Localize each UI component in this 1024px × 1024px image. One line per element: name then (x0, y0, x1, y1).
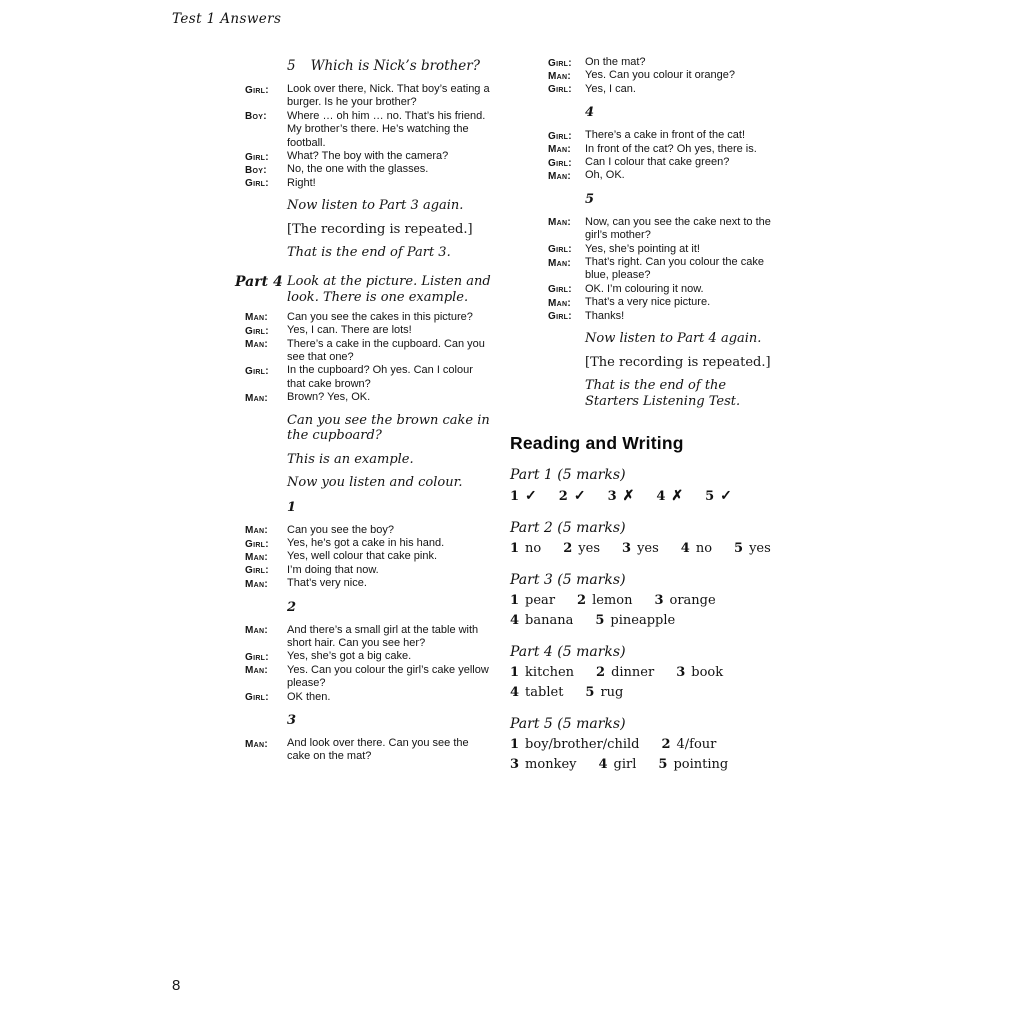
dialogue-line (245, 691, 503, 704)
answer-value: kitchen (525, 665, 575, 681)
answer-row (510, 486, 794, 507)
dialogue-line (245, 83, 503, 110)
answer-number: 4 (598, 757, 608, 773)
dialogue-text: There’s a cake in the cupboard. Can you see that one? (287, 337, 485, 363)
stage-direction: Now you listen and colour. (287, 475, 463, 491)
answer-number: 4 (680, 541, 690, 557)
dialogue-text: That’s very nice. (287, 577, 367, 590)
dialogue-text: Yes, well colour that cake pink. (287, 550, 438, 563)
dialogue-text: And look over there. Can you see the cake on the mat? (287, 737, 469, 763)
answer-number: 3 (607, 489, 617, 505)
answer-row (510, 591, 794, 631)
speaker-label: Girl: (548, 244, 572, 256)
answer-mark: ✓ (573, 488, 586, 505)
answer-item (510, 539, 541, 559)
dialogue-line (245, 163, 503, 176)
dialogue-text: Thanks! (585, 309, 625, 322)
dialogue-text: Yes. Can you colour the girl’s cake yellow please? (287, 663, 489, 690)
answer-value: pear (525, 593, 556, 609)
answer-value: boy/brother/child (525, 737, 640, 753)
answer-number: 5 (585, 685, 595, 701)
answer-number: 5 (658, 757, 668, 773)
answer-part (510, 716, 798, 775)
answer-value: orange (669, 593, 716, 609)
answer-item (510, 755, 577, 775)
speaker-label: Girl: (245, 325, 269, 337)
answer-item (676, 663, 723, 683)
answer-number: 1 (510, 593, 520, 609)
reading-writing-answer-key (510, 467, 798, 775)
answer-item (577, 591, 632, 611)
answer-item (599, 755, 637, 775)
answer-part (510, 520, 798, 559)
dialogue-text: Can you see the cakes in this picture? (287, 310, 473, 323)
answer-part-title: Part 5 (5 marks) (510, 716, 626, 733)
answer-number: 5 (734, 541, 744, 557)
dialogue-text: Yes, I can. (585, 82, 636, 95)
answer-value: tablet (525, 685, 564, 701)
answer-value: pineapple (610, 613, 676, 629)
stage-direction: This is an example. (287, 451, 414, 467)
answer-item (559, 486, 586, 507)
answer-mark: ✓ (525, 488, 537, 505)
speaker-label: Man: (245, 665, 268, 677)
answer-number: 3 (676, 665, 686, 681)
speaker-label: Man: (245, 578, 268, 590)
speaker-label: Girl: (245, 178, 269, 190)
recording-note: [The recording is repeated.] (287, 221, 473, 237)
dialogue-text: There’s a cake in front of the cat! (585, 129, 745, 142)
dialogue-line (245, 737, 503, 764)
dialogue-line (548, 296, 798, 309)
reading-writing-heading: Reading and Writing (510, 433, 684, 454)
answer-item (622, 539, 659, 559)
dialogue-line (245, 624, 503, 651)
dialogue-text: In the cupboard? Oh yes. Can I colour that cake brown? (287, 364, 473, 390)
answer-item (705, 486, 732, 507)
stage-direction: That is the end of Part 3. (287, 245, 451, 261)
speaker-label: Man: (245, 625, 268, 637)
dialogue-line (245, 324, 503, 337)
speaker-label: Girl: (245, 151, 269, 163)
dialogue-text: Right! (287, 176, 316, 189)
dialogue-line (245, 537, 503, 550)
dialogue-line (548, 310, 798, 323)
speaker-label: Girl: (548, 157, 572, 169)
dialogue-line (245, 577, 503, 590)
answer-number: 4 (510, 613, 520, 629)
dialogue-text: Can you see the boy? (287, 523, 395, 536)
answer-item (596, 663, 654, 683)
dialogue-line (548, 243, 798, 256)
answer-number: 2 (661, 737, 671, 753)
dialogue-text: And there’s a small girl at the table with short hair. Can you see her? (287, 623, 479, 650)
dialogue-text: OK. I’m colouring it now. (585, 282, 704, 295)
dialogue-text: On the mat? (585, 56, 646, 68)
dialogue-line (245, 110, 503, 150)
answer-value: yes (578, 541, 601, 557)
answer-value: girl (613, 757, 637, 773)
answer-item (510, 683, 563, 703)
speaker-label: Man: (548, 70, 571, 82)
answer-item (661, 735, 716, 755)
dialogue-text: In front of the cat? Oh yes, there is. (585, 142, 757, 155)
answer-part (510, 467, 798, 507)
speaker-label: Man: (245, 551, 268, 563)
answer-value: no (695, 541, 713, 557)
answer-part-title: Part 2 (5 marks) (510, 520, 626, 537)
speaker-label: Girl: (548, 84, 572, 96)
answer-value: banana (525, 613, 574, 629)
answer-part (510, 644, 798, 703)
dialogue-line (245, 364, 503, 391)
answer-item (510, 486, 537, 507)
dialogue-text: OK then. (287, 690, 331, 703)
running-header: Test 1 Answers (172, 11, 282, 27)
speaker-label: Man: (548, 217, 571, 229)
answer-item (654, 591, 715, 611)
question-text: Which is Nick’s brother? (310, 58, 480, 74)
answer-value: 4/four (676, 737, 717, 753)
dialogue-line (548, 56, 798, 69)
speaker-label: Boy: (245, 164, 267, 176)
answer-number: 1 (510, 665, 520, 681)
speaker-label: Man: (245, 525, 268, 537)
dialogue-text: Yes, she’s got a big cake. (287, 650, 412, 663)
dialogue-text: Yes, she’s pointing at it! (585, 242, 700, 255)
answer-part-title: Part 4 (5 marks) (510, 644, 626, 661)
dialogue-line (245, 550, 503, 563)
speaker-label: Girl: (548, 57, 572, 69)
speaker-label: Man: (548, 170, 571, 182)
dialogue-line (245, 338, 503, 365)
answer-number: 5 (595, 613, 605, 629)
speaker-label: Girl: (245, 538, 269, 550)
speaker-label: Man: (245, 339, 268, 351)
dialogue-text: Yes, I can. There are lots! (287, 324, 412, 337)
answer-item (510, 735, 639, 755)
speaker-label: Girl: (245, 651, 269, 663)
answer-item (734, 539, 771, 559)
dialogue-line (548, 83, 798, 96)
speaker-label: Man: (548, 297, 571, 309)
answer-value: book (691, 665, 724, 681)
answer-number: 2 (558, 489, 568, 505)
dialogue-text: What? The boy with the camera? (287, 150, 449, 163)
answer-value: dinner (611, 665, 655, 681)
dialogue-text: Yes, he’s got a cake in his hand. (287, 537, 445, 549)
dialogue-text: That’s right. Can you colour the cake blue, please? (585, 256, 764, 282)
answer-part-title: Part 1 (5 marks) (510, 467, 626, 484)
dialogue-text: Can I colour that cake green? (585, 156, 730, 169)
part-label: Part 4 (235, 273, 283, 290)
dialogue-text: Oh, OK. (585, 169, 625, 182)
answer-mark: ✗ (671, 488, 684, 505)
answer-item (656, 486, 683, 507)
dialogue-line (548, 69, 798, 82)
answer-row (510, 663, 794, 703)
question-number: 5 (287, 58, 296, 74)
dialogue-line (245, 524, 503, 537)
dialogue-text: Brown? Yes, OK. (287, 391, 371, 404)
answer-number: 1 (510, 541, 520, 557)
speaker-label: Girl: (245, 365, 269, 377)
stage-direction: Can you see the brown cake in the cupboard? (287, 412, 490, 444)
dialogue-line (245, 564, 503, 577)
dialogue-line (548, 256, 798, 283)
answer-item (510, 663, 574, 683)
dialogue-line (548, 129, 798, 142)
dialogue-line (548, 283, 798, 296)
answer-item (595, 611, 675, 631)
speaker-label: Man: (245, 392, 268, 404)
answer-item (563, 539, 600, 559)
answer-number: 3 (654, 593, 664, 609)
answer-number: 4 (656, 489, 666, 505)
answer-number: 3 (622, 541, 632, 557)
answer-value: yes (749, 541, 771, 557)
speaker-label: Girl: (245, 565, 269, 577)
speaker-label: Boy: (245, 111, 267, 123)
part-instruction: Look at the picture. Listen and look. There is one example. (287, 273, 491, 305)
dialogue-text: That’s a very nice picture. (585, 296, 711, 309)
dialogue-line (245, 650, 503, 663)
answer-row (510, 539, 794, 559)
item-number: 4 (585, 105, 595, 121)
dialogue-text: No, the one with the glasses. (287, 163, 429, 176)
speaker-label: Girl: (245, 84, 269, 96)
dialogue-line (245, 311, 503, 324)
dialogue-text: Now, can you see the cake next to the girl’s mother? (585, 215, 771, 242)
answer-value: rug (600, 685, 624, 701)
answer-value: pointing (673, 757, 729, 773)
dialogue-line (245, 664, 503, 691)
answer-number: 3 (510, 757, 520, 773)
answer-part (510, 572, 798, 631)
answer-number: 5 (705, 489, 715, 505)
answer-mark: ✗ (622, 488, 635, 505)
answer-value: monkey (525, 757, 577, 773)
speaker-label: Girl: (548, 284, 572, 296)
answer-item (658, 755, 728, 775)
answer-row (510, 735, 794, 775)
answer-number: 1 (510, 489, 520, 505)
answer-number: 2 (563, 541, 573, 557)
answer-number: 4 (510, 685, 520, 701)
dialogue-line (245, 150, 503, 163)
dialogue-text: I’m doing that now. (287, 563, 379, 576)
speaker-label: Man: (548, 144, 571, 156)
answer-number: 2 (596, 665, 606, 681)
answer-item (681, 539, 712, 559)
dialogue-text: Yes. Can you colour it orange? (585, 69, 736, 82)
speaker-label: Girl: (245, 692, 269, 704)
answer-value: yes (637, 541, 659, 557)
answer-value: no (525, 541, 542, 557)
answer-mark: ✓ (720, 488, 732, 505)
page-number: 8 (172, 977, 181, 994)
question-heading (287, 58, 503, 74)
speaker-label: Girl: (548, 130, 572, 142)
item-number: 3 (287, 713, 297, 729)
stage-direction: Now listen to Part 3 again. (287, 198, 464, 214)
item-number: 1 (287, 499, 297, 515)
answer-item (510, 591, 555, 611)
dialogue-line (548, 169, 798, 182)
speaker-label: Man: (245, 312, 268, 324)
stage-direction: Now listen to Part 4 again. (585, 331, 762, 347)
part-heading (235, 274, 503, 306)
speaker-label: Man: (548, 257, 571, 269)
transcript-left-column (235, 56, 503, 764)
dialogue-line (548, 216, 798, 243)
dialogue-text: Look over there, Nick. That boy’s eating a burger. Is he your brother? (287, 83, 490, 109)
dialogue-text: Where … oh him … no. That’s his friend. My brother’s there. He’s watching the football. (287, 109, 486, 149)
answer-part-title: Part 3 (5 marks) (510, 572, 626, 589)
answer-number: 2 (577, 593, 587, 609)
answer-item (608, 486, 635, 507)
dialogue-line (548, 156, 798, 169)
answer-item (510, 611, 573, 631)
answer-item (585, 683, 623, 703)
speaker-label: Man: (245, 738, 268, 750)
item-number: 5 (585, 191, 595, 207)
transcript-right-column (510, 56, 798, 409)
dialogue-line (548, 143, 798, 156)
dialogue-line (245, 177, 503, 190)
dialogue-line (245, 391, 503, 404)
answer-number: 1 (510, 737, 520, 753)
right-column (510, 56, 798, 775)
stage-direction: That is the end of the Starters Listening Test. (585, 378, 741, 409)
recording-note: [The recording is repeated.] (585, 354, 771, 370)
speaker-label: Girl: (548, 311, 572, 323)
item-number: 2 (287, 599, 297, 615)
answer-value: lemon (592, 593, 633, 609)
